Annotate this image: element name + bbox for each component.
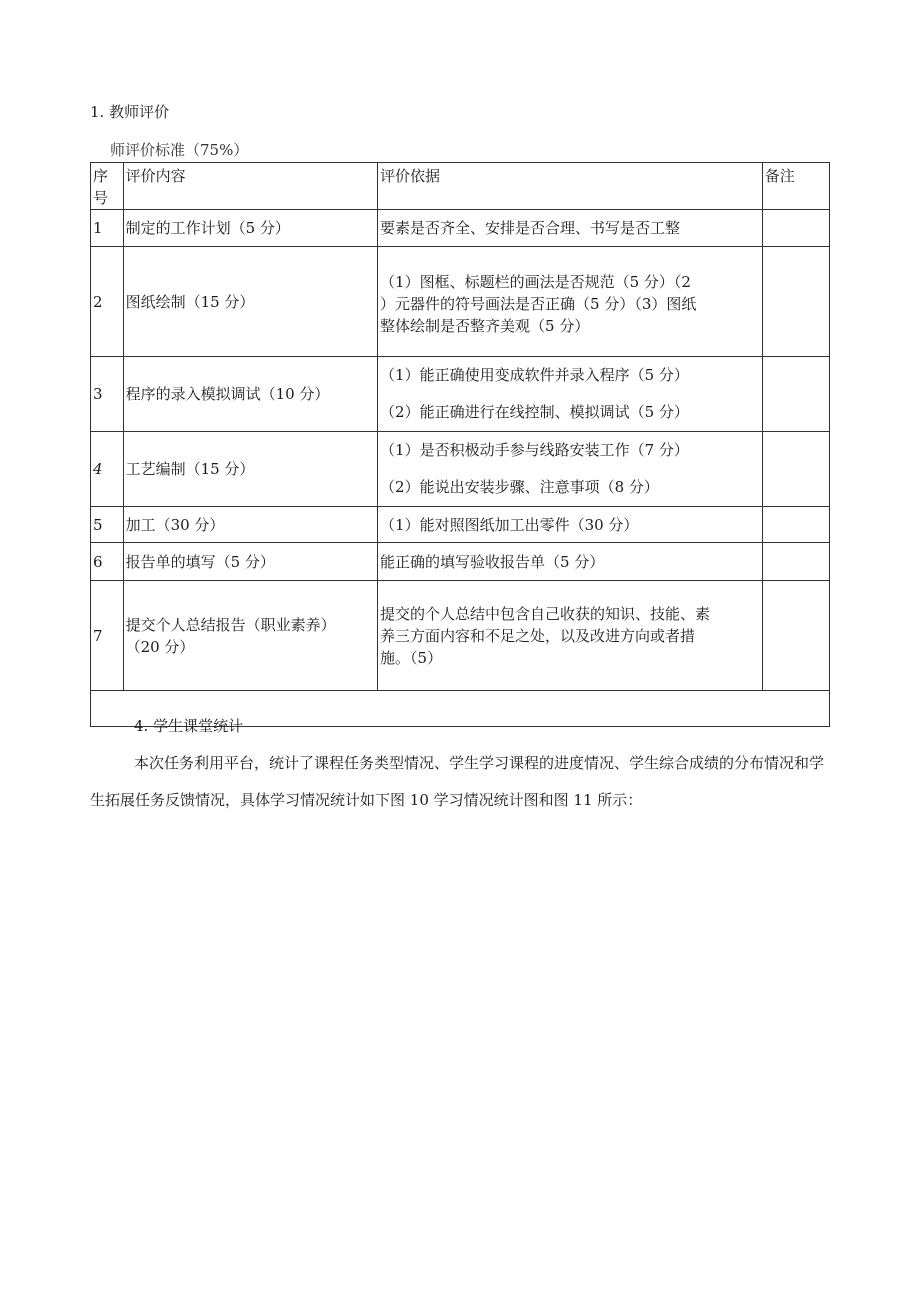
row-basis: [378, 357, 763, 432]
body-paragraph: 本次任务利用平台，统计了课程任务类型情况、学生学习课程的进度情况、学生综合成绩的分布情况和学生拓展任务反馈情况，具体学习情况统计如下图 10 学习情况统计图和图 11 所示：: [90, 754, 825, 809]
row-number: 7: [91, 581, 124, 691]
basis-line: 施。（5）: [380, 648, 443, 667]
row-content: 图纸绘制（15 分）: [123, 247, 377, 357]
row-basis: [378, 581, 763, 691]
basis-line: 提交的个人总结中包含自己收获的知识、技能、素: [380, 604, 711, 623]
table-row: [91, 507, 830, 543]
content-line: （20 分）: [125, 637, 195, 656]
row-basis: 能正确的填写验收报告单（5 分）: [378, 543, 763, 581]
row-note: [762, 543, 829, 581]
row-content: [123, 581, 377, 691]
basis-line: （1）图框、标题栏的画法是否规范（5 分）（2: [380, 272, 691, 291]
content-line: 提交个人总结报告（职业素养）: [125, 615, 336, 634]
evaluation-table: [90, 162, 830, 727]
row-number: 6: [91, 543, 124, 581]
table-row: [91, 357, 830, 432]
basis-line: 养三方面内容和不足之处，以及改进方向或者措: [380, 626, 696, 645]
row-note: [762, 357, 829, 432]
basis-line: ）元器件的符号画法是否正确（5 分）（3）图纸: [380, 294, 697, 313]
table-row: [91, 210, 830, 247]
row-note: [762, 507, 829, 543]
header-cell-basis: 评价依据: [378, 163, 763, 210]
row-basis: [378, 247, 763, 357]
section-1-heading: 1. 教师评价: [90, 103, 170, 121]
header-cell-note: 备注: [762, 163, 829, 210]
row-content: 程序的录入模拟调试（10 分）: [123, 357, 377, 432]
basis-line: 整体绘制是否整齐美观（5 分）: [380, 316, 590, 335]
row-content: 报告单的填写（5 分）: [123, 543, 377, 581]
header-cell-content: 评价内容: [123, 163, 377, 210]
basis-line: （2）能说出安装步骤、注意事项（8 分）: [380, 478, 659, 496]
table-header-row: [91, 163, 830, 210]
row-content: 工艺编制（15 分）: [123, 432, 377, 507]
row-number: 2: [91, 247, 124, 357]
basis-line: （1）是否积极动手参与线路安装工作（7 分）: [380, 441, 689, 459]
row-number: 5: [91, 507, 124, 543]
row-basis: （1）能对照图纸加工出零件（30 分）: [378, 507, 763, 543]
header-cell-number: 序号: [91, 163, 124, 210]
row-content: 制定的工作计划（5 分）: [123, 210, 377, 247]
row-number: 1: [91, 210, 124, 247]
row-number: 3: [91, 357, 124, 432]
table-row: [91, 581, 830, 691]
table-row: [91, 247, 830, 357]
row-basis: 要素是否齐全、安排是否合理、书写是否工整: [378, 210, 763, 247]
row-note: [762, 581, 829, 691]
row-note: [762, 210, 829, 247]
section-4-heading: 4. 学生课堂统计: [134, 717, 244, 735]
row-number: 4: [91, 432, 124, 507]
table-row: [91, 543, 830, 581]
row-basis: [378, 432, 763, 507]
table-caption: 师评价标准（75%）: [110, 141, 249, 159]
row-note: [762, 432, 829, 507]
basis-line: （2）能正确进行在线控制、模拟调试（5 分）: [380, 403, 689, 421]
table-row: [91, 432, 830, 507]
row-content: 加工（30 分）: [123, 507, 377, 543]
row-note: [762, 247, 829, 357]
basis-line: （1）能正确使用变成软件并录入程序（5 分）: [380, 366, 689, 384]
